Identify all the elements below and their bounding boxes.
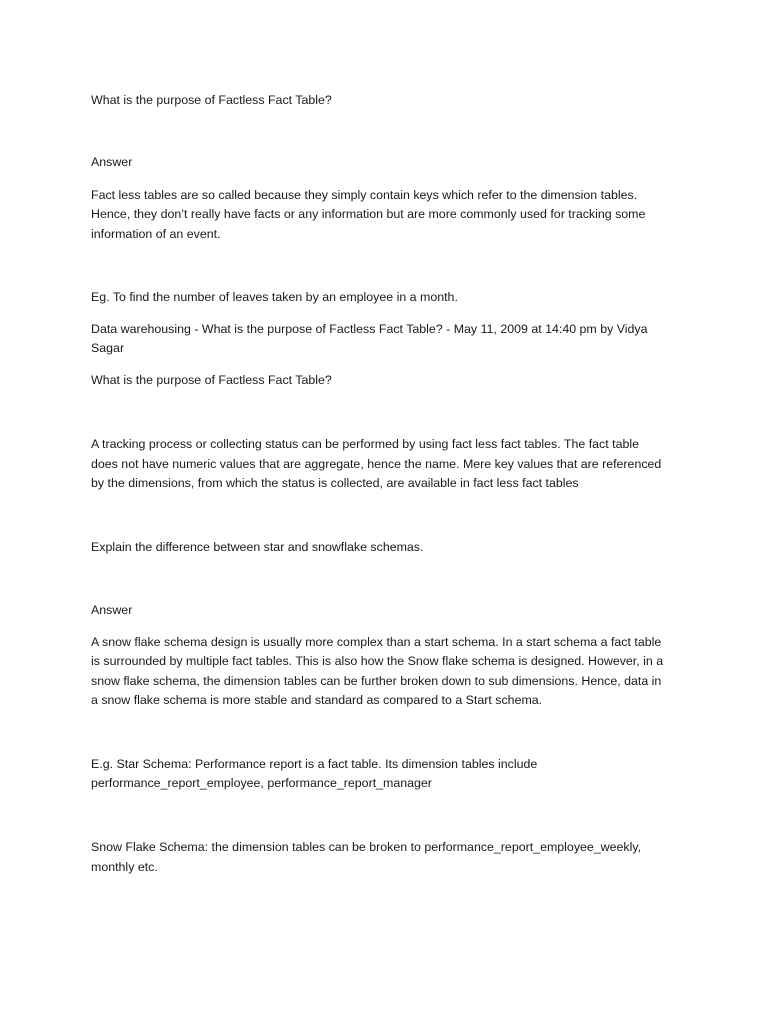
star-schema-example-line: E.g. Star Schema: Performance report is a fact table. Its dimension tables include bbox=[91, 757, 538, 771]
question-1-answer-line: Fact less tables are so called because they simply contain keys which refer to the dimension tables. bbox=[91, 188, 638, 202]
question-2-answer-line: A snow flake schema design is usually more complex than a start schema. In a start schema a fact table bbox=[91, 635, 662, 649]
snowflake-schema-example-line: Snow Flake Schema: the dimension tables can be broken to performance_report_employee_weekly, bbox=[91, 840, 642, 854]
question-1-answer-line: Hence, they don’t really have facts or any information but are more commonly used for tracking some bbox=[91, 207, 646, 221]
question-1-source-line: Sagar bbox=[91, 341, 125, 355]
question-1-repeat-line: by the dimensions, from which the status is collected, are available in fact less fact tables bbox=[91, 476, 579, 490]
question-1-answer-label: Answer bbox=[91, 155, 133, 169]
question-2-answer-line: a snow flake schema is more stable and standard as compared to a Start schema. bbox=[91, 693, 543, 707]
question-1-title: What is the purpose of Factless Fact Table? bbox=[91, 93, 332, 107]
question-1-example: Eg. To find the number of leaves taken by an employee in a month. bbox=[91, 290, 458, 304]
question-1-answer-line: information of an event. bbox=[91, 227, 221, 241]
question-2-answer-line: is surrounded by multiple fact tables. This is also how the Snow flake schema is designed. However, in a bbox=[91, 654, 664, 668]
snowflake-schema-example-line: monthly etc. bbox=[91, 860, 158, 874]
question-1-source-line: Data warehousing - What is the purpose of Factless Fact Table? - May 11, 2009 at 14:40 pm by Vidya bbox=[91, 322, 648, 336]
question-1-repeat-line: does not have numeric values that are aggregate, hence the name. Mere key values that are referenced bbox=[91, 457, 662, 471]
question-1-repeat-title: What is the purpose of Factless Fact Table? bbox=[91, 373, 332, 387]
question-2-title: Explain the difference between star and snowflake schemas. bbox=[91, 540, 424, 554]
question-1-repeat-line: A tracking process or collecting status can be performed by using fact less fact tables. The fact table bbox=[91, 437, 639, 451]
star-schema-example-line: performance_report_employee, performance_report_manager bbox=[91, 776, 432, 790]
question-2-answer-label: Answer bbox=[91, 603, 133, 617]
question-2-answer-line: snow flake schema, the dimension tables can be further broken down to sub dimensions. Hence, data in bbox=[91, 674, 662, 688]
